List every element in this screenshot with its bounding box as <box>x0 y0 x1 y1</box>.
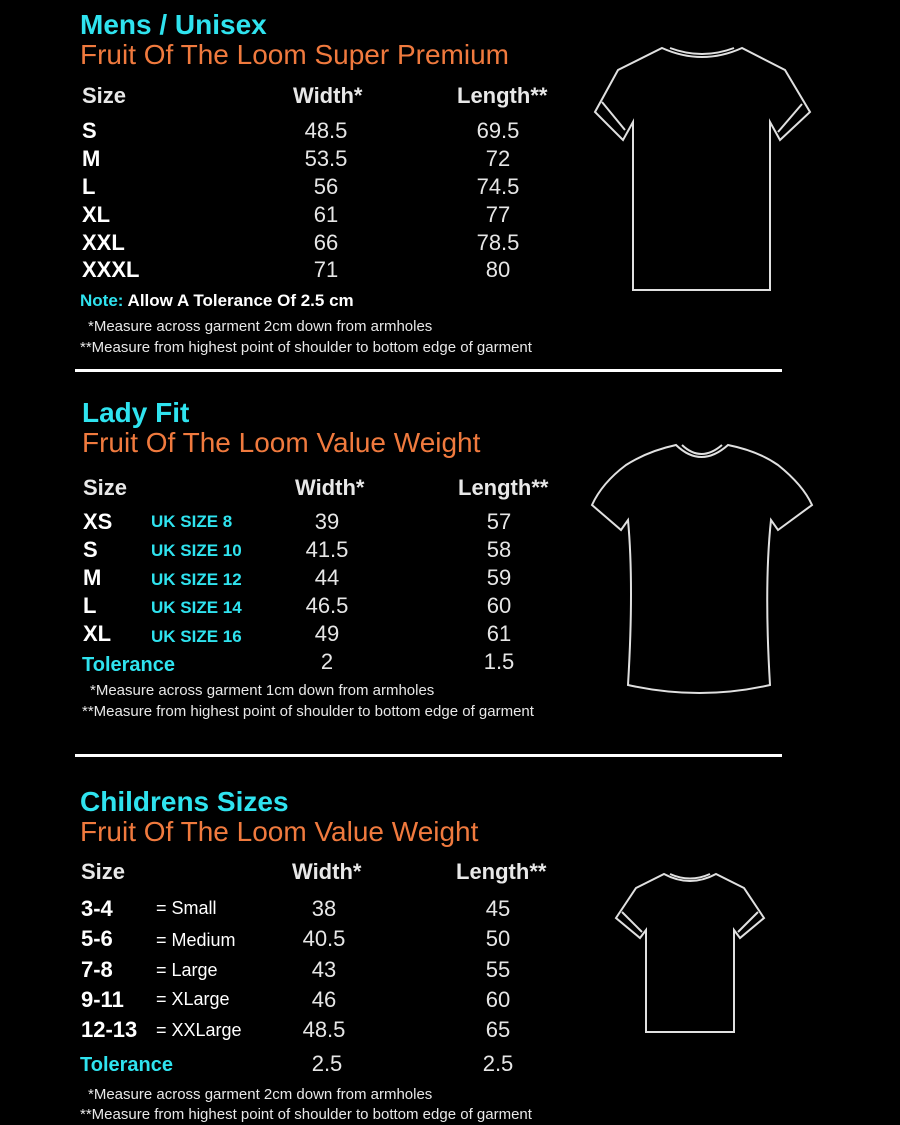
kids-row-width: 40.5 <box>302 926 346 951</box>
kids-size-header: Size <box>81 859 126 884</box>
lady-row-uk: UK SIZE 16 <box>151 627 242 646</box>
lady-tolerance-label: Tolerance <box>82 654 175 676</box>
lady-row-length: 57 <box>486 509 512 534</box>
lady-footnote-width: *Measure across garment 1cm down from armholes <box>90 682 435 699</box>
kids-width-header: Width* <box>292 859 362 884</box>
kids-row-size: 5-6 <box>81 926 113 951</box>
kids-tolerance-width: 2.5 <box>311 1051 343 1076</box>
lady-subtitle: Fruit Of The Loom Value Weight <box>82 427 481 458</box>
lady-row-length: 58 <box>486 537 512 562</box>
mens-row-length: 78.5 <box>476 230 520 255</box>
kids-row-width: 38 <box>311 896 337 921</box>
kids-row-label: = Large <box>156 960 218 980</box>
lady-row-width: 44 <box>314 565 340 590</box>
kids-row-size: 12-13 <box>81 1017 138 1042</box>
mens-row-size: M <box>82 146 101 171</box>
kids-row-width: 48.5 <box>302 1017 346 1042</box>
kids-row-length: 60 <box>485 987 511 1012</box>
mens-row-width: 66 <box>313 230 339 255</box>
kids-row-length: 50 <box>485 926 511 951</box>
mens-length-header: Length** <box>457 83 548 108</box>
kids-tshirt-icon <box>612 868 768 1038</box>
mens-row-size: XXL <box>82 230 125 255</box>
lady-row-uk: UK SIZE 10 <box>151 541 242 560</box>
mens-row-width: 48.5 <box>304 118 348 143</box>
lady-row-size: XL <box>83 621 112 646</box>
lady-row-size: S <box>83 537 98 562</box>
mens-row-size: L <box>82 174 96 199</box>
kids-title: Childrens Sizes <box>80 786 289 817</box>
kids-row-width: 46 <box>311 987 337 1012</box>
lady-size-header: Size <box>83 475 128 500</box>
mens-footnote-length: **Measure from highest point of shoulder to bottom edge of garment <box>80 339 532 356</box>
lady-tolerance-width: 2 <box>320 649 334 674</box>
lady-row-length: 59 <box>486 565 512 590</box>
kids-row-label: = Medium <box>156 930 236 950</box>
kids-row-length: 65 <box>485 1017 511 1042</box>
mens-row-width: 71 <box>313 257 339 282</box>
section-divider <box>75 369 782 372</box>
lady-row-width: 49 <box>314 621 340 646</box>
mens-note-text: Allow A Tolerance Of 2.5 cm <box>127 291 354 310</box>
mens-row-length: 74.5 <box>476 174 520 199</box>
mens-row-width: 56 <box>313 174 339 199</box>
mens-row-size: XXXL <box>82 257 140 282</box>
kids-footnote-width: *Measure across garment 2cm down from armholes <box>88 1086 433 1103</box>
mens-row-size: S <box>82 118 97 143</box>
kids-row-size: 3-4 <box>81 896 113 921</box>
mens-row-length: 77 <box>485 202 511 227</box>
mens-row-length: 72 <box>485 146 511 171</box>
mens-width-header: Width* <box>293 83 363 108</box>
lady-row-uk: UK SIZE 12 <box>151 570 242 589</box>
kids-row-label: = XLarge <box>156 989 230 1009</box>
mens-title: Mens / Unisex <box>80 9 267 40</box>
lady-row-length: 60 <box>486 593 512 618</box>
lady-row-size: XS <box>83 509 113 534</box>
lady-row-size: M <box>83 565 102 590</box>
lady-title: Lady Fit <box>82 397 190 428</box>
mens-note <box>80 291 354 311</box>
kids-row-label: = Small <box>156 898 217 918</box>
lady-row-width: 39 <box>314 509 340 534</box>
lady-tolerance-length: 1.5 <box>483 649 515 674</box>
lady-footnote-length: **Measure from highest point of shoulder to bottom edge of garment <box>82 703 534 720</box>
kids-footnote-length: **Measure from highest point of shoulder to bottom edge of garment <box>80 1106 532 1123</box>
mens-subtitle: Fruit Of The Loom Super Premium <box>80 39 509 70</box>
kids-row-width: 43 <box>311 957 337 982</box>
lady-row-size: L <box>83 593 97 618</box>
mens-row-length: 80 <box>485 257 511 282</box>
kids-row-label: = XXLarge <box>156 1020 242 1040</box>
mens-size-header: Size <box>82 83 127 108</box>
lady-row-uk: UK SIZE 8 <box>151 512 233 531</box>
lady-row-length: 61 <box>486 621 512 646</box>
kids-row-size: 9-11 <box>81 987 124 1012</box>
mens-footnote-width: *Measure across garment 2cm down from armholes <box>88 318 433 335</box>
lady-row-width: 46.5 <box>305 593 349 618</box>
mens-row-width: 61 <box>313 202 339 227</box>
lady-row-width: 41.5 <box>305 537 349 562</box>
kids-tolerance-length: 2.5 <box>482 1051 514 1076</box>
kids-row-length: 45 <box>485 896 511 921</box>
lady-row-uk: UK SIZE 14 <box>151 598 242 617</box>
kids-row-size: 7-8 <box>81 957 113 982</box>
mens-row-length: 69.5 <box>476 118 520 143</box>
lady-tshirt-icon <box>588 435 816 697</box>
kids-row-length: 55 <box>485 957 511 982</box>
mens-row-size: XL <box>82 202 111 227</box>
mens-tshirt-icon <box>590 40 815 295</box>
lady-length-header: Length** <box>458 475 549 500</box>
lady-width-header: Width* <box>295 475 365 500</box>
kids-subtitle: Fruit Of The Loom Value Weight <box>80 816 479 847</box>
mens-row-width: 53.5 <box>304 146 348 171</box>
mens-note-label: Note: <box>80 291 124 310</box>
kids-length-header: Length** <box>456 859 547 884</box>
section-divider <box>75 754 782 757</box>
kids-tolerance-label: Tolerance <box>80 1054 173 1076</box>
